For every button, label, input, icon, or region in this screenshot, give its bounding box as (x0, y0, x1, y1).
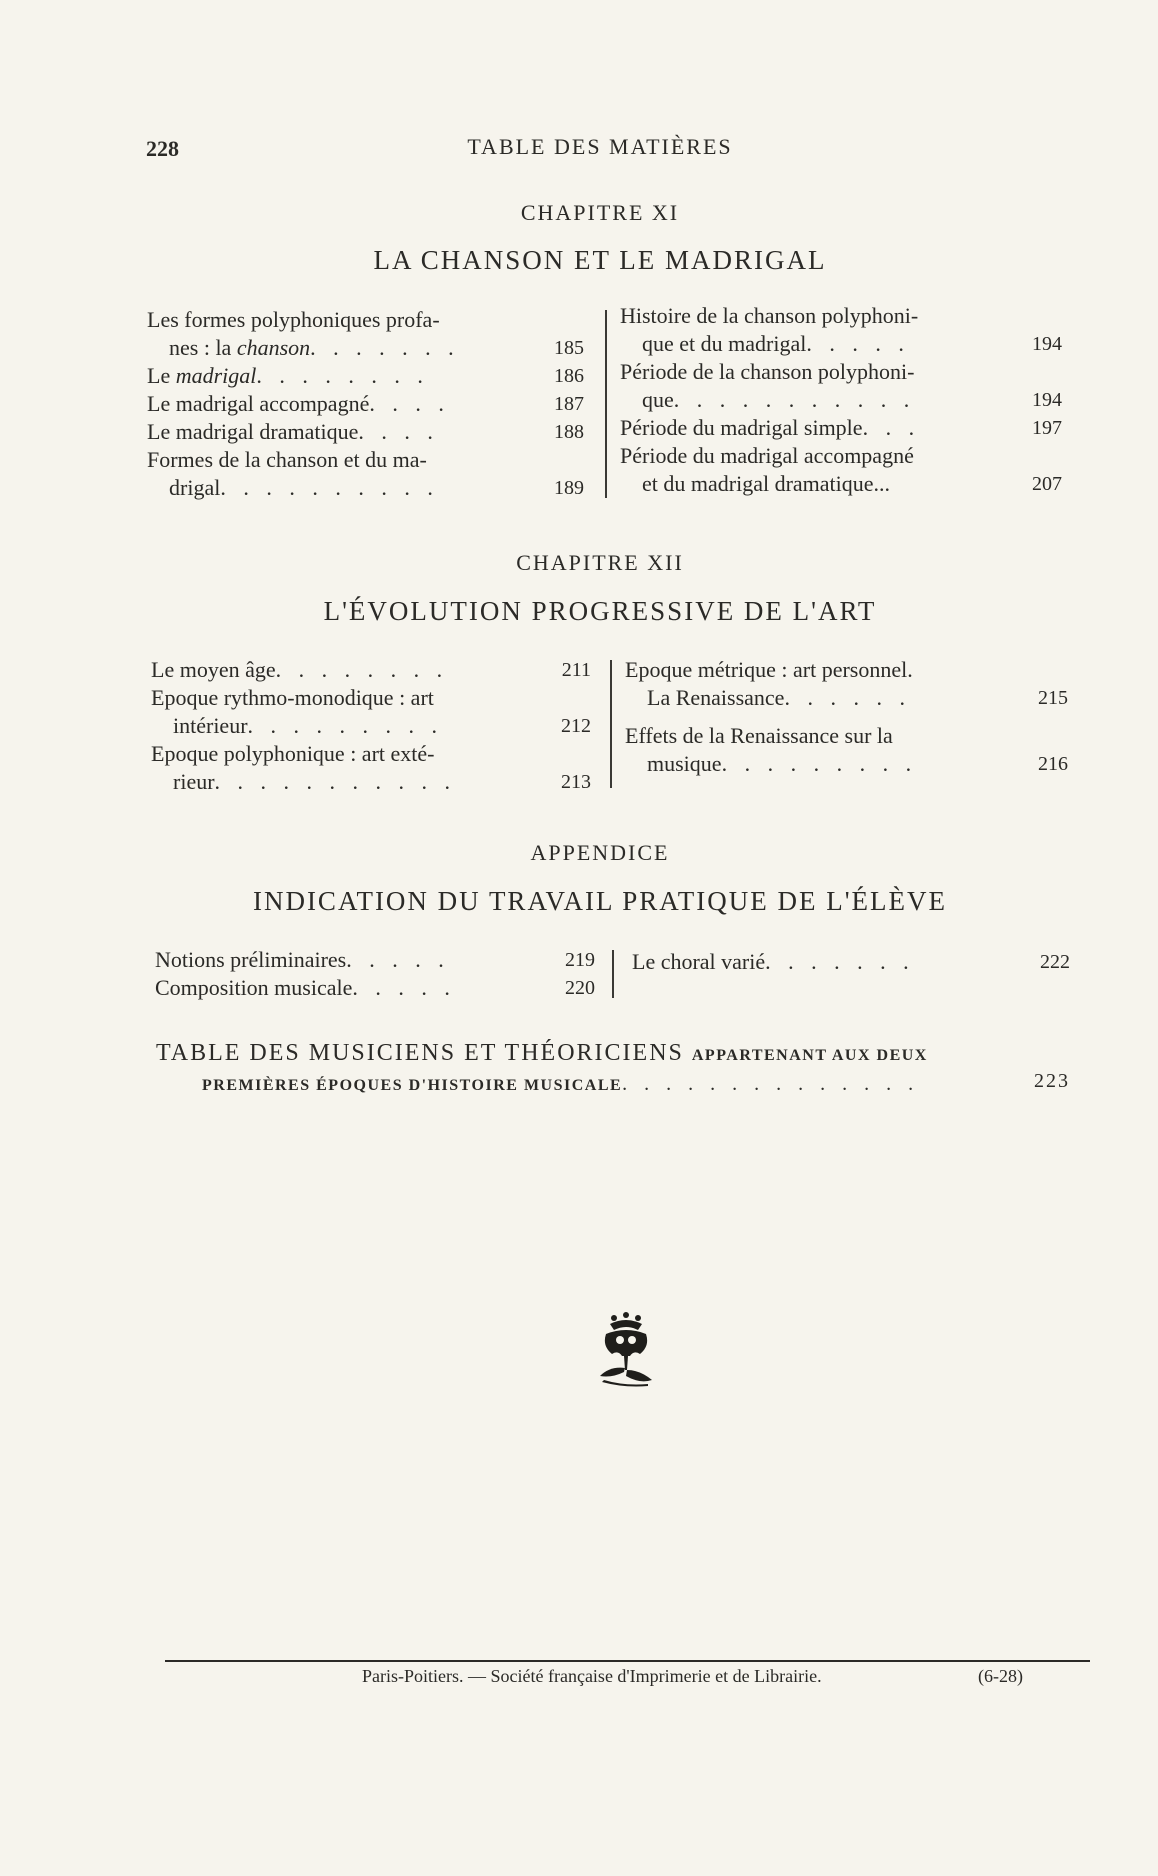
toc-entry (147, 418, 584, 446)
entry-text: Effets de la Renaissance sur la (625, 723, 893, 748)
entry-text: et du madrigal dramatique.. (642, 471, 885, 496)
toc-entry (147, 362, 584, 390)
entry-text: Le choral varié (632, 949, 766, 974)
toc-entry (151, 740, 591, 796)
leader-dots: . . . . . . . (310, 335, 460, 360)
toc-entry (632, 948, 1070, 976)
leader-dots: . . . (862, 415, 921, 440)
entry-text: nes : la (169, 335, 237, 360)
entry-text: Le madrigal dramatique (147, 419, 359, 444)
footer-imprint: Paris-Poitiers. — Société française d'Imprimerie et de Librairie. (362, 1666, 822, 1686)
toc-entry (625, 722, 1068, 778)
entry-page-number: 223 (1034, 1070, 1070, 1092)
entry-text: musique (647, 751, 722, 776)
chapter-11-title: LA CHANSON ET LE MADRIGAL (373, 245, 827, 275)
toc-entry (151, 684, 591, 740)
entry-continuation (151, 712, 511, 740)
leader-dots: . . . . . . . . . . . (214, 769, 457, 794)
toc-entry (620, 302, 1062, 358)
leader-dots: . . . . . . . . . . . . . . (622, 1073, 920, 1095)
leader-dots: . (884, 471, 897, 496)
musicians-heading-main: TABLE DES MUSICIENS ET THÉORICIENS (156, 1040, 684, 1066)
appendix-label: APPENDICE (530, 840, 670, 865)
entry-page-number: 186 (554, 365, 584, 387)
chapter-11-right-column (620, 302, 1062, 498)
leader-dots: . . . . . (806, 331, 910, 356)
entry-page-number: 189 (554, 477, 584, 499)
chapter-12-title: L'ÉVOLUTION PROGRESSIVE DE L'ART (323, 596, 877, 626)
chapter-12-right-column (625, 656, 1068, 778)
toc-entry (625, 656, 1068, 712)
entry-page-number: 194 (1032, 389, 1062, 411)
chapter-12-left-column (151, 656, 591, 796)
toc-entry (620, 358, 1062, 414)
floral-ornament-icon (594, 1310, 658, 1388)
toc-entry (155, 974, 595, 1002)
appendix-left-column (155, 946, 595, 1002)
entry-text: Composition musicale (155, 975, 353, 1000)
toc-entry (620, 442, 1062, 498)
entry-page-number: 216 (1038, 753, 1068, 775)
leader-dots: . . . . . . . (765, 949, 915, 974)
musicians-table-entry (202, 1070, 1070, 1097)
toc-entry (151, 656, 591, 684)
leader-dots: . . . . . . (784, 685, 911, 710)
chapter-11-left-column (147, 306, 584, 502)
entry-text: Période de la chanson polyphoni- (620, 359, 915, 384)
leader-dots: . . . . . (346, 947, 450, 972)
entry-page-number: 187 (554, 393, 584, 415)
running-title: TABLE DES MATIÈRES (467, 134, 733, 159)
entry-continuation (620, 386, 982, 414)
entry-text: Epoque polyphonique : art exté- (151, 741, 435, 766)
entry-text: rieur (173, 769, 215, 794)
leader-dots: . . . . . . . . (275, 657, 449, 682)
toc-entry (620, 414, 1062, 442)
toc-entry (147, 446, 584, 502)
toc-entry (147, 306, 584, 362)
entry-page-number: 215 (1038, 687, 1068, 709)
leader-dots: . . . . (369, 391, 450, 416)
entry-page-number: 220 (565, 977, 595, 999)
leader-dots: . . . . (358, 419, 439, 444)
appendix-title: INDICATION DU TRAVAIL PRATIQUE DE L'ÉLÈVE (252, 886, 948, 916)
musicians-heading-smallcaps: APPARTENANT AUX DEUX (691, 1047, 928, 1064)
chapter-11-label: CHAPITRE XI (520, 200, 680, 225)
column-divider (612, 950, 614, 998)
entry-continuation (625, 750, 988, 778)
toc-entry (155, 946, 595, 974)
entry-text: que (642, 387, 674, 412)
entry-text: drigal (169, 475, 221, 500)
entry-text: Les formes polyphoniques profa- (147, 307, 440, 332)
leader-dots: . . . . . (352, 975, 456, 1000)
entry-text: Période du madrigal simple (620, 415, 863, 440)
footer-rule (165, 1660, 1090, 1662)
leader-dots: . . . . . . . . . . (220, 475, 439, 500)
musicians-table-heading (156, 1040, 1006, 1067)
page-number: 228 (146, 136, 179, 161)
chapter-12-label: CHAPITRE XII (516, 550, 684, 575)
entry-page-number: 197 (1032, 417, 1062, 439)
entry-text: Le (147, 363, 176, 388)
entry-page-number: 185 (554, 337, 584, 359)
entry-page-number: 194 (1032, 333, 1062, 355)
entry-page-number: 207 (1032, 473, 1062, 495)
entry-page-number: 222 (1040, 951, 1070, 973)
footer-code: (6-28) (978, 1666, 1023, 1686)
entry-italic-text: chanson (236, 335, 311, 360)
toc-entry (147, 390, 584, 418)
leader-dots: . . . . . . . . . (721, 751, 918, 776)
entry-text: La Renaissance (647, 685, 785, 710)
entry-continuation (620, 470, 982, 498)
entry-continuation (147, 334, 504, 362)
entry-continuation (620, 330, 982, 358)
leader-dots: . . . . . . . . . (247, 713, 444, 738)
entry-page-number: 213 (561, 771, 591, 793)
entry-continuation (625, 684, 988, 712)
entry-text: Le madrigal accompagné (147, 391, 370, 416)
entry-text: Histoire de la chanson polyphoni- (620, 303, 919, 328)
musicians-heading-smallcaps: PREMIÈRES ÉPOQUES D'HISTOIRE MUSICALE (202, 1077, 623, 1094)
entry-page-number: 188 (554, 421, 584, 443)
entry-text: Période du madrigal accompagné (620, 443, 914, 468)
entry-continuation (147, 474, 504, 502)
entry-italic-text: madrigal (175, 363, 257, 388)
appendix-right-column (632, 948, 1070, 976)
entry-page-number: 211 (561, 659, 591, 681)
column-divider (610, 660, 612, 788)
entry-text: Epoque métrique : art personnel. (625, 657, 913, 682)
entry-text: Formes de la chanson et du ma- (147, 447, 427, 472)
entry-text: que et du madrigal (642, 331, 807, 356)
entry-text: Le moyen âge (151, 657, 276, 682)
column-divider (605, 310, 607, 498)
entry-text: intérieur (173, 713, 248, 738)
leader-dots: . . . . . . . . (256, 363, 429, 388)
entry-page-number: 212 (561, 715, 591, 737)
entry-continuation (151, 768, 511, 796)
entry-page-number: 219 (565, 949, 595, 971)
entry-text: Epoque rythmo-monodique : art (151, 685, 434, 710)
entry-text: Notions préliminaires (155, 947, 347, 972)
leader-dots: . . . . . . . . . . . (673, 387, 916, 412)
